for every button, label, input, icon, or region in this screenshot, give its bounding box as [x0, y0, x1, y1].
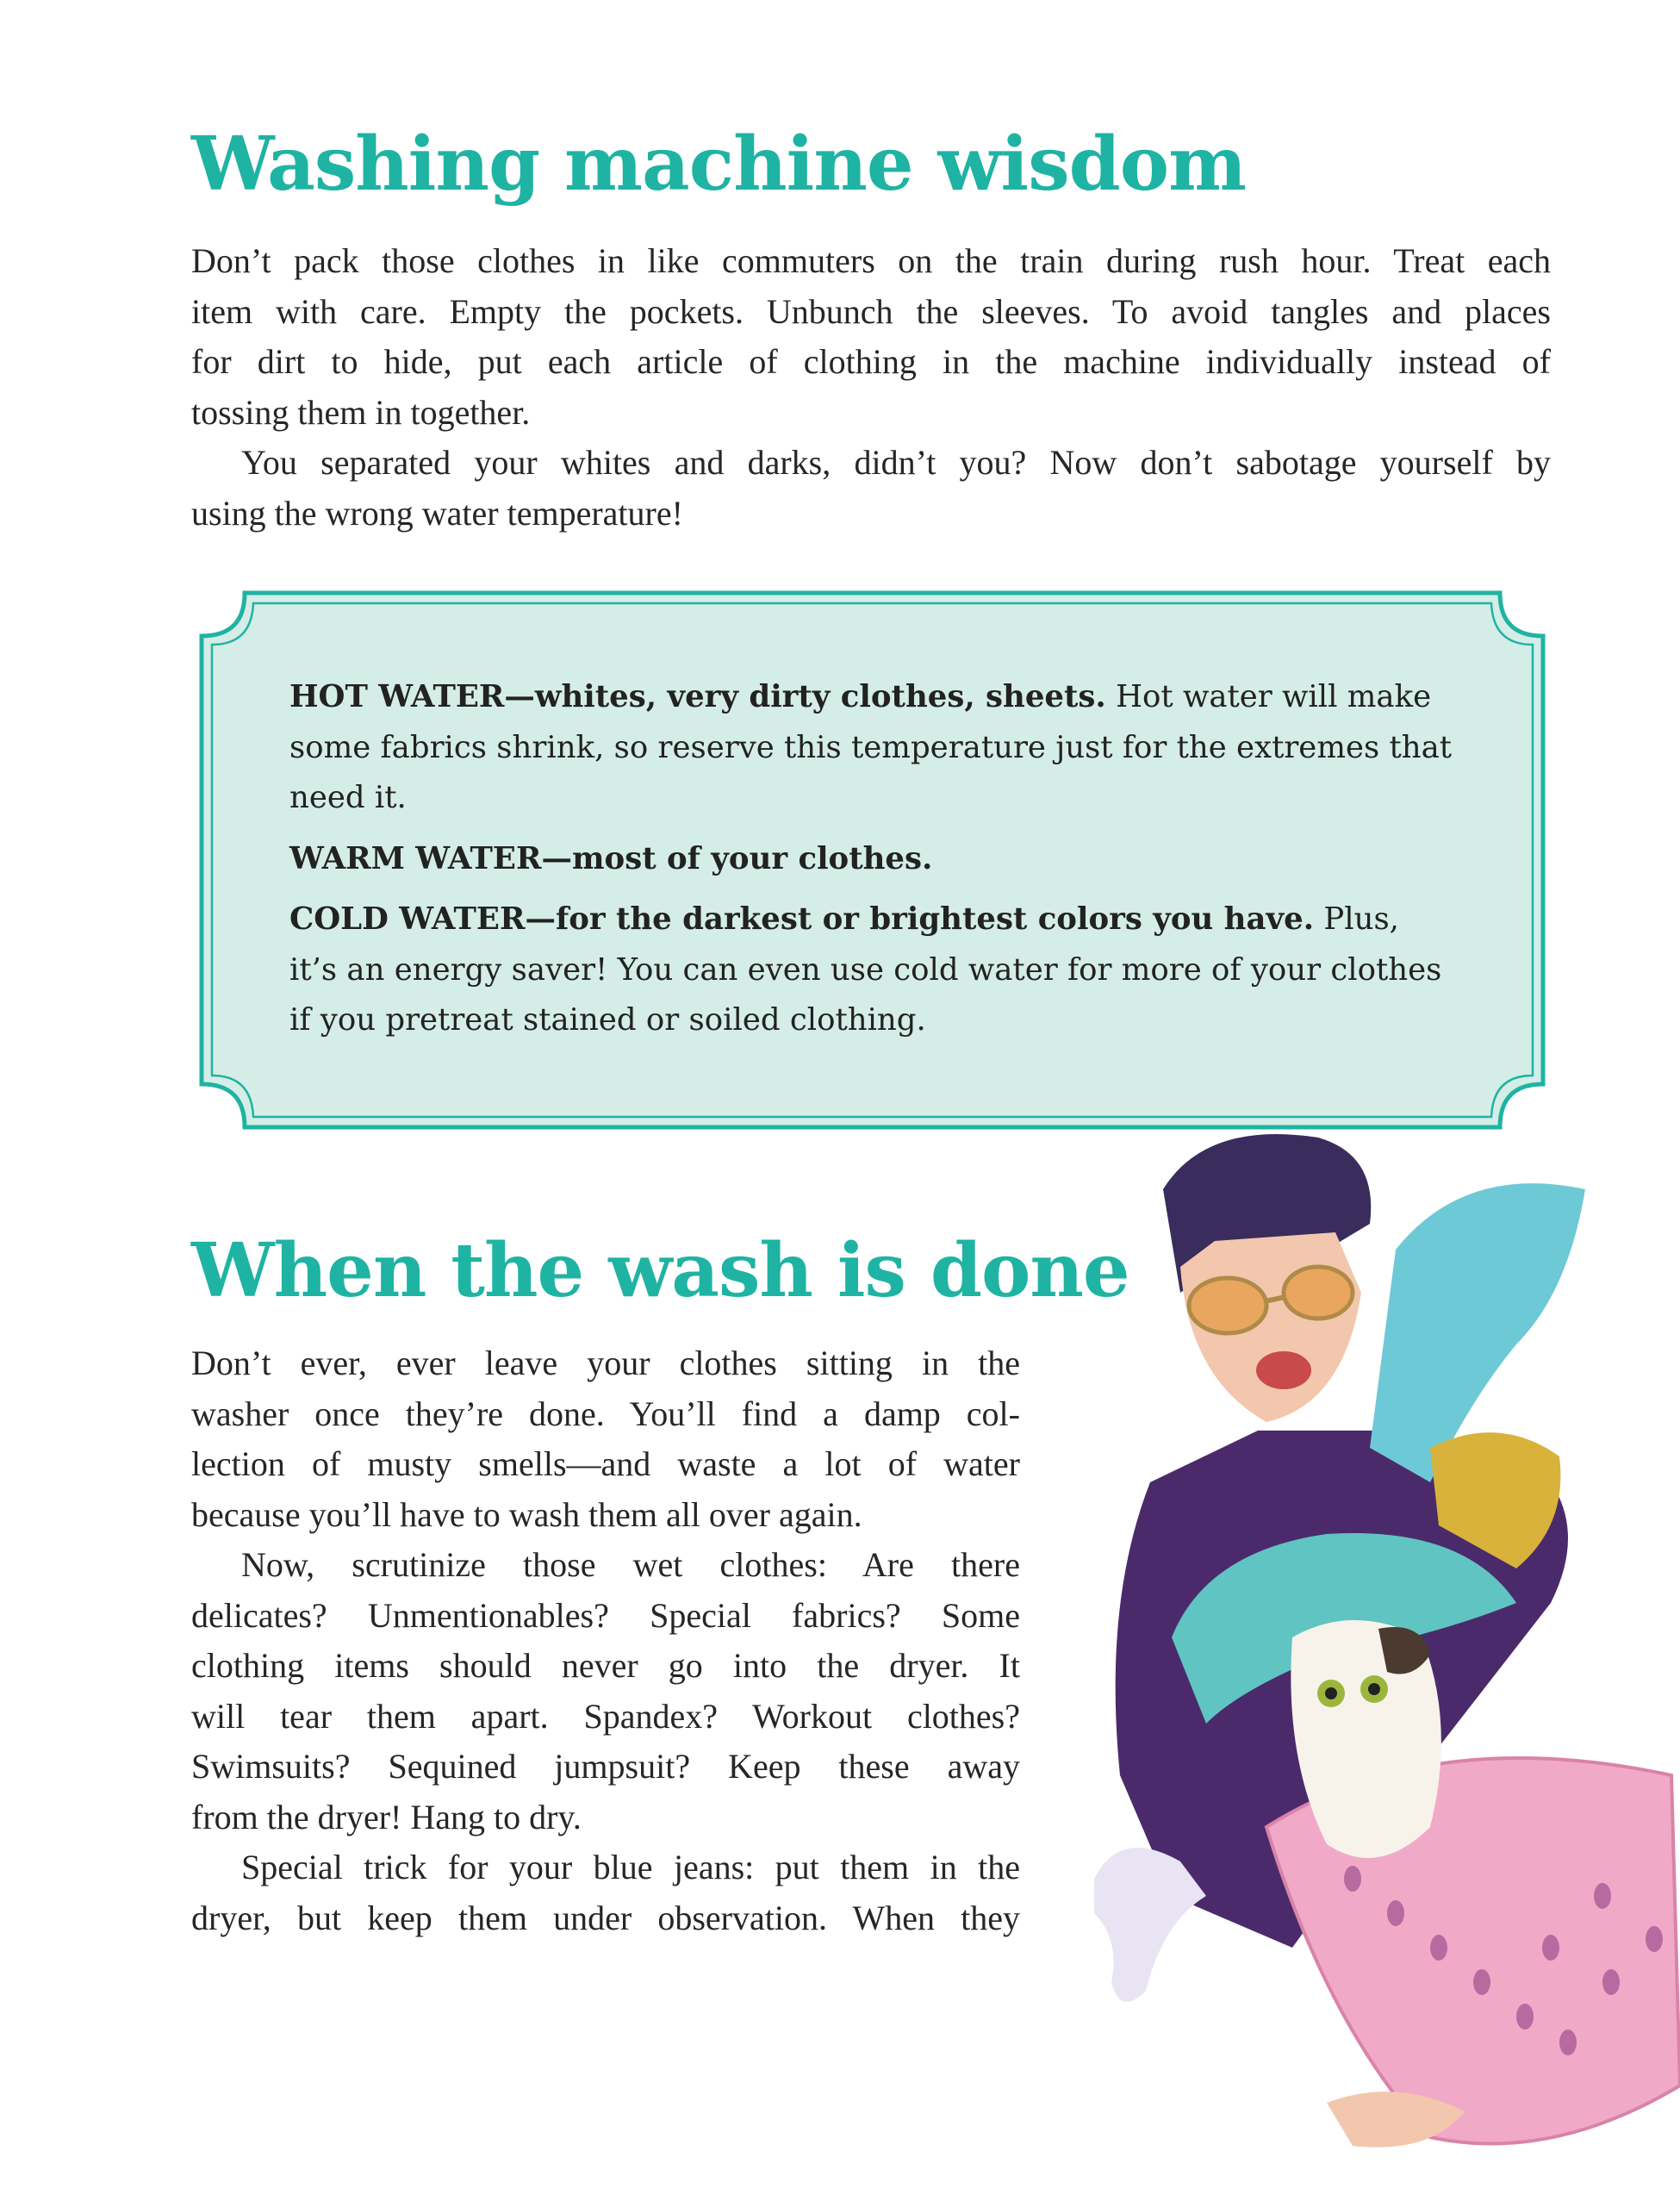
paragraph-scrutinize-clothes: [191, 1540, 1020, 1842]
section-heading-washing-machine-wisdom: Washing machine wisdom: [191, 121, 1247, 208]
paragraph-pack-clothes: [191, 236, 1551, 438]
hot-water-label: HOT WATER—whites, very dirty clothes, sheets.: [289, 679, 1106, 714]
warm-water-item: [289, 834, 1453, 885]
water-temperature-callout: [195, 586, 1550, 1134]
text-line: using the wrong water temperature!: [191, 493, 683, 533]
text-line: clothing items should never go into the dryer. It: [191, 1646, 1020, 1685]
text-line: washer once they’re done. You’ll find a damp col-: [191, 1394, 1020, 1433]
cold-water-item: [289, 895, 1453, 1046]
paragraph-dont-leave-clothes: [191, 1338, 1020, 1540]
text-line: Don’t ever, ever leave your clothes sitting in the: [191, 1344, 1020, 1382]
text-line: from the dryer! Hang to dry.: [191, 1797, 582, 1836]
text-line: for dirt to hide, put each article of clothing in the machine individually instead of: [191, 342, 1551, 381]
hot-water-item: [289, 672, 1453, 824]
illustration-man-with-laundry-basket-and-cat: [1068, 1120, 1680, 2198]
section-heading-when-wash-done: When the wash is done: [191, 1227, 1129, 1314]
text-line: Swimsuits? Sequined jumpsuit? Keep these away: [191, 1747, 1020, 1786]
text-line: Special trick for your blue jeans: put them in the: [241, 1848, 1020, 1886]
text-line: tossing them in together.: [191, 392, 531, 432]
cold-water-detail: Plus, it’s an energy saver! You can even use cold water for more of your clothes if you pretreat stained or soiled clothing.: [289, 901, 1442, 1038]
text-line: delicates? Unmentionables? Special fabrics? Some: [191, 1595, 1020, 1635]
text-line: Don’t pack those clothes in like commuters on the train during rush hour. Treat each: [191, 241, 1551, 280]
text-line: dryer, but keep them under observation. When they: [191, 1898, 1020, 1937]
text-line: item with care. Empty the pockets. Unbunch the sleeves. To avoid tangles and places: [191, 291, 1551, 331]
text-line: because you’ll have to wash them all over again.: [191, 1494, 862, 1534]
callout-text: [289, 672, 1453, 1057]
paragraph-blue-jeans-trick: [191, 1842, 1020, 1943]
cold-water-label: COLD WATER—for the darkest or brightest colors you have.: [289, 901, 1315, 937]
text-line: You separated your whites and darks, didn’t you? Now don’t sabotage yourself by: [241, 443, 1551, 482]
text-line: will tear them apart. Spandex? Workout clothes?: [191, 1696, 1020, 1736]
hot-water-detail: Hot water will make some fabrics shrink, so reserve this temperature just for the extremes that need it.: [289, 679, 1453, 815]
text-line: Now, scrutinize those wet clothes: Are there: [241, 1545, 1020, 1584]
warm-water-label: WARM WATER—most of your clothes.: [289, 840, 933, 876]
text-line: lection of musty smells—and waste a lot of water: [191, 1444, 1020, 1483]
paragraph-separated-whites: [191, 438, 1551, 539]
